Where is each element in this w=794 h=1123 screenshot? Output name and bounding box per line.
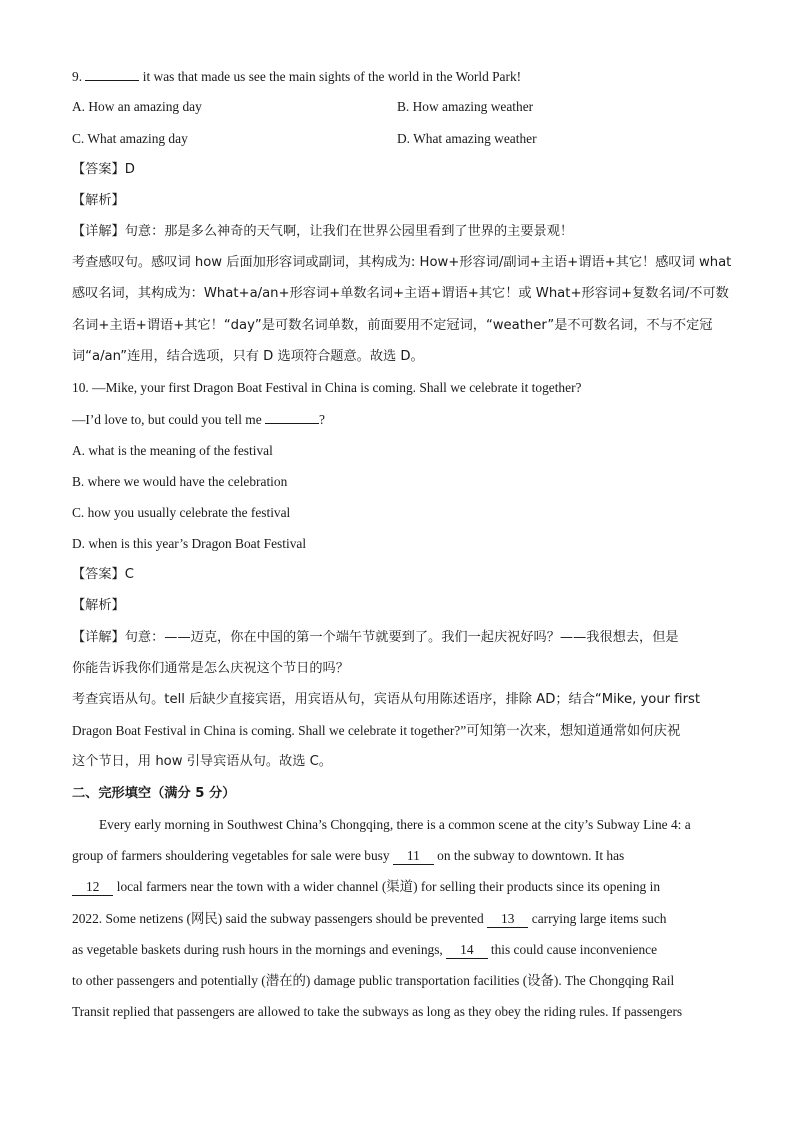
q9-detail: 【详解】句意：那是多么神奇的天气啊，让我们在世界公园里看到了世界的主要景观！ — [72, 224, 574, 239]
q9-number: 9. — [72, 69, 86, 84]
passage-text: group of farmers shouldering vegetables for sale were busy — [72, 848, 393, 863]
q10-explain-line: 考查宾语从句。tell 后缺少直接宾语，用宾语从句，宾语从句用陈述语序，排除 AD；结合“Mike, your first — [72, 692, 701, 707]
q10-answer-blank — [265, 409, 319, 424]
q10-question-mark: ? — [319, 412, 325, 427]
q10-line2-text: —I’d love to, but could you tell me — [72, 412, 266, 427]
passage-text: as vegetable baskets during rush hours in the mornings and evenings, — [72, 942, 447, 957]
q9-explain-line: 考查感叹句。感叹词 how 后面加形容词或副词，其构成为: How+形容词/副词+主语+谓语+其它！感叹词 what — [72, 255, 732, 270]
q10-analysis-label: 【解析】 — [72, 598, 125, 613]
q9-explain-line: 名词+主语+谓语+其它！“day”是可数名词单数，前面要用不定冠词，“weather”是不可数名词，不与不定冠 — [72, 318, 713, 333]
passage-line — [72, 909, 722, 929]
passage-line — [72, 846, 722, 866]
passage-line — [72, 940, 722, 960]
passage-line: to other passengers and potentially (潜在的) damage public transportation facilities (设备). The Chongqing Rail — [72, 973, 675, 988]
q10-detail-line: 【详解】句意：——迈克，你在中国的第一个端午节就要到了。我们一起庆祝好吗？——我很想去，但是 — [72, 630, 679, 645]
blank-14: 14 — [446, 942, 487, 959]
q10-option-c: C. how you usually celebrate the festival — [72, 505, 291, 520]
q9-option-a: A. How an amazing day — [72, 99, 202, 114]
passage-line: Every early morning in Southwest China’s Chongqing, there is a common scene at the city’s Subway Line 4: a — [99, 817, 691, 832]
passage-text: this could cause inconvenience — [487, 942, 658, 957]
passage-text: on the subway to downtown. It has — [433, 848, 625, 863]
blank-12: 12 — [72, 879, 113, 896]
passage-line — [72, 877, 722, 897]
passage-text: local farmers near the town with a wider channel (渠道) for selling their products since its opening in — [113, 879, 661, 894]
q9-stem-text: it was that made us see the main sights of the world in the World Park! — [139, 69, 522, 84]
q10-explain-line: 这个节日，用 how 引导宾语从句。故选 C。 — [72, 754, 332, 769]
blank-11: 11 — [393, 848, 434, 865]
q10-option-d: D. when is this year’s Dragon Boat Festival — [72, 536, 307, 551]
q10-line2 — [72, 409, 722, 430]
q10-answer: 【答案】C — [72, 567, 134, 582]
q10-explain-line: Dragon Boat Festival in China is coming. Shall we celebrate it together?”可知第一次来，想知道通常如何庆祝 — [72, 723, 681, 738]
q9-answer: 【答案】D — [72, 162, 135, 177]
q9-option-d: D. What amazing weather — [397, 131, 537, 146]
q9-stem — [72, 66, 722, 87]
section-title: 二、完形填空（满分 5 分） — [72, 786, 236, 801]
q10-option-b: B. where we would have the celebration — [72, 474, 288, 489]
q9-explain-line: 词“a/an”连用，结合选项，只有 D 选项符合题意。故选 D。 — [72, 349, 424, 364]
q9-option-b: B. How amazing weather — [397, 99, 534, 114]
passage-line: Transit replied that passengers are allowed to take the subways as long as they obey the riding rules. If passengers — [72, 1004, 683, 1019]
q9-option-c: C. What amazing day — [72, 131, 188, 146]
passage-text: carrying large items such — [528, 911, 667, 926]
blank-13: 13 — [487, 911, 528, 928]
q10-option-a: A. what is the meaning of the festival — [72, 443, 273, 458]
q10-detail-line: 你能告诉我你们通常是怎么庆祝这个节日的吗？ — [72, 661, 349, 676]
passage-text: 2022. Some netizens (网民) said the subway passengers should be prevented — [72, 911, 488, 926]
q9-explain-line: 感叹名词，其构成为：What+a/an+形容词+单数名词+主语+谓语+其它！或 What+形容词+复数名词/不可数 — [72, 286, 729, 301]
q9-analysis-label: 【解析】 — [72, 193, 125, 208]
q10-line1: 10. —Mike, your first Dragon Boat Festival in China is coming. Shall we celebrate it together? — [72, 380, 582, 395]
q9-answer-blank — [85, 66, 139, 81]
